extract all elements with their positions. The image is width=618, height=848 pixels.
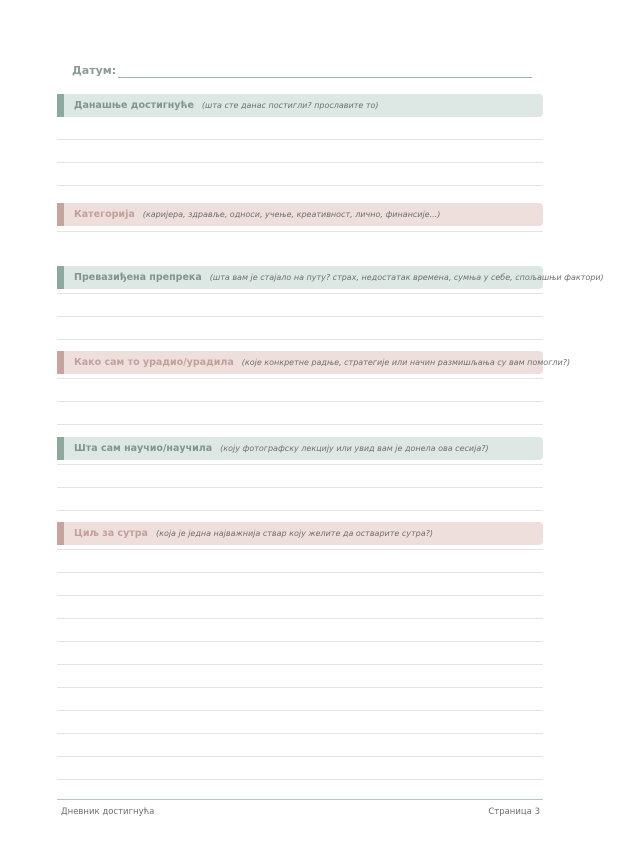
writing-line[interactable]: [57, 465, 543, 488]
section-title: Како сам то урадио/урадила: [74, 357, 234, 368]
accent-bar: [57, 522, 64, 545]
accent-bar: [57, 266, 64, 289]
writing-line[interactable]: [57, 550, 543, 573]
writing-line[interactable]: [57, 619, 543, 642]
section-title: Данашње достигнуће: [74, 100, 194, 111]
section-category: [57, 203, 543, 232]
date-row: [72, 64, 532, 80]
section-title: Категорија: [74, 209, 135, 220]
writing-line[interactable]: [57, 117, 543, 140]
section-hint: (која је једна најважнија ствар коју желите да остварите сутра?): [155, 529, 433, 538]
writing-line[interactable]: [57, 642, 543, 665]
writing-line[interactable]: [57, 379, 543, 402]
writing-line[interactable]: [57, 711, 543, 734]
section-todays-achievement: [57, 94, 543, 186]
footer-title: Дневник достигнућа: [61, 807, 155, 817]
accent-bar: [57, 351, 64, 374]
section-how-i-did-it: [57, 351, 571, 425]
section-hint: (коју фотографску лекцију или увид вам је донела ова сесија?): [220, 444, 489, 453]
section-hint: (шта вам је стајало на путу? страх, недостатак времена, сумња у себе, спољашњи фактори): [209, 273, 604, 282]
accent-bar: [57, 203, 64, 226]
writing-line[interactable]: [57, 596, 543, 619]
section-hint: (шта сте данас постигли? прославите то): [201, 101, 379, 110]
section-obstacle-overcome: [57, 266, 604, 340]
writing-line[interactable]: [57, 573, 543, 596]
section-header: [57, 94, 543, 117]
section-title: Шта сам научио/научила: [74, 443, 213, 454]
section-header: [57, 203, 543, 226]
page-number: Страница 3: [488, 807, 540, 817]
writing-line[interactable]: [57, 294, 543, 317]
writing-line[interactable]: [57, 757, 543, 780]
section-goal-for-tomorrow: [57, 522, 543, 780]
date-label: Датум:: [72, 64, 117, 77]
section-header: [57, 266, 604, 289]
section-title: Циљ за сутра: [74, 528, 148, 539]
writing-line[interactable]: [57, 140, 543, 163]
writing-line[interactable]: [57, 688, 543, 711]
section-header: [57, 437, 543, 460]
writing-line[interactable]: [57, 734, 543, 757]
writing-line[interactable]: [57, 665, 543, 688]
section-what-i-learned: [57, 437, 543, 511]
date-input-line[interactable]: [118, 77, 532, 78]
section-title: Превазиђена препрека: [74, 272, 202, 283]
writing-line[interactable]: [57, 317, 543, 340]
section-header: [57, 351, 571, 374]
writing-line[interactable]: [57, 226, 543, 232]
footer-divider: [57, 799, 543, 800]
section-header: [57, 522, 543, 545]
accent-bar: [57, 94, 64, 117]
section-hint: (које конкретне радње, стратегије или начин размишљања су вам помогли?): [241, 358, 571, 367]
writing-line[interactable]: [57, 402, 543, 425]
writing-line[interactable]: [57, 163, 543, 186]
section-hint: (каријера, здравље, односи, учење, креативност, лично, финансије...): [142, 210, 441, 219]
accent-bar: [57, 437, 64, 460]
writing-line[interactable]: [57, 488, 543, 511]
